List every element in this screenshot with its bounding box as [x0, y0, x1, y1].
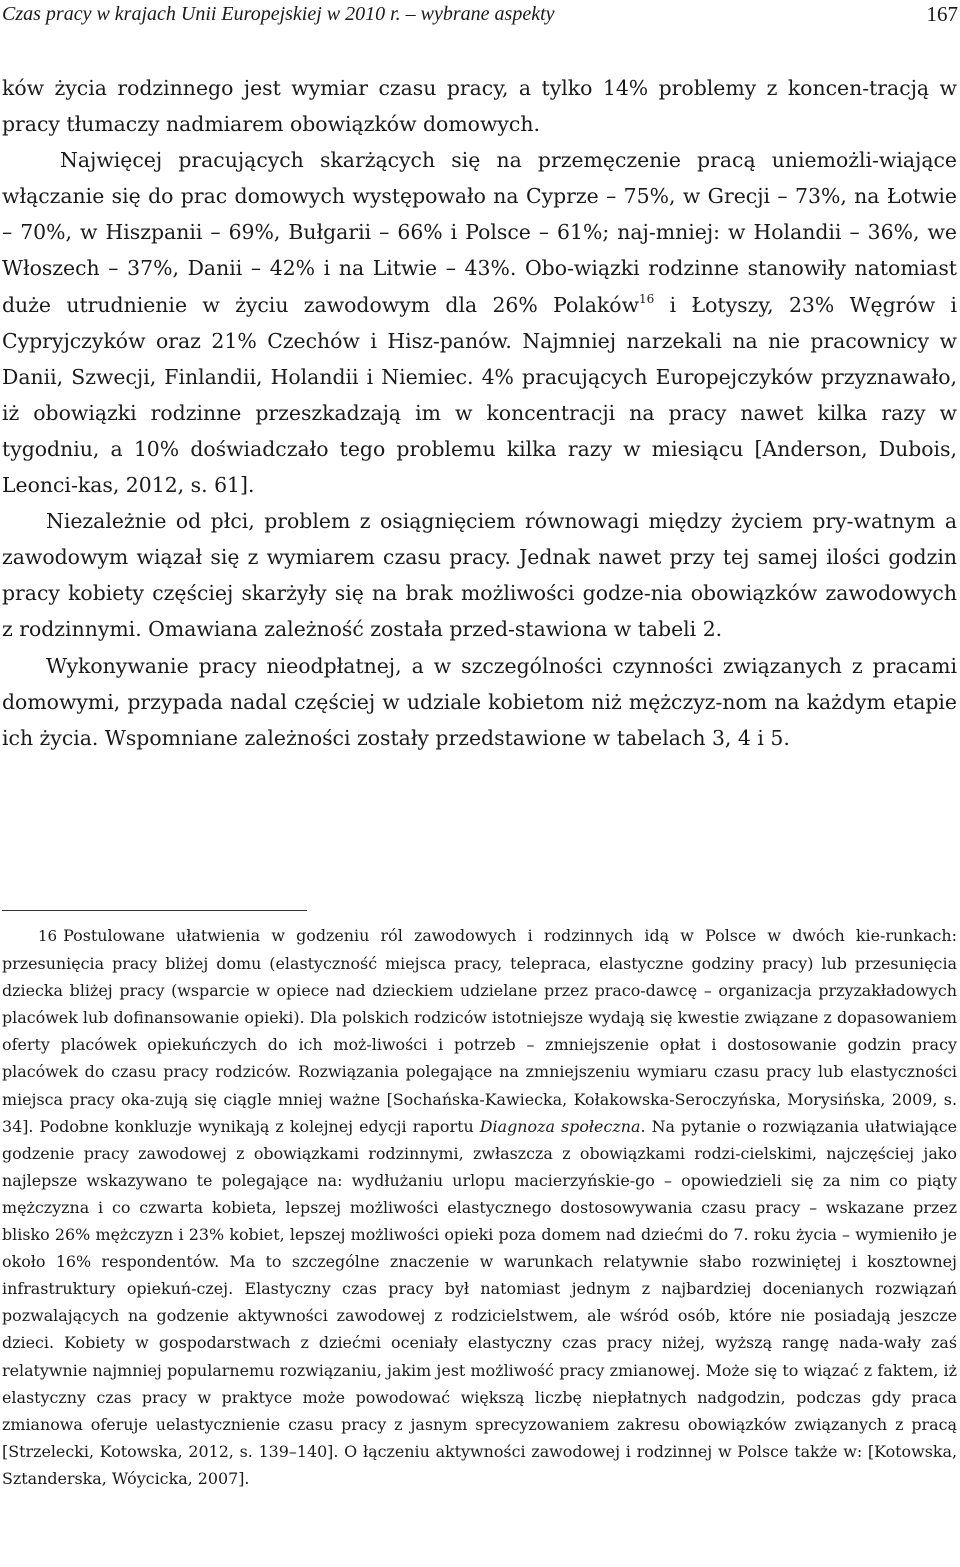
running-header [0, 2, 960, 26]
footnote-marker: 16 [38, 927, 58, 945]
paragraph-1-continuation: ków życia rodzinnego jest wymiar czasu pracy, a tylko 14% problemy z koncen-tracją w pracy tłumaczy nadmiarem obowiązków domowych. [2, 76, 957, 137]
paragraph-1b-text-pre: Najwięcej pracujących skarżących się na przemęczenie pracą uniemożli-wiające włączanie się do prac domowych występowało na Cyprze – 75%, w Grecji – 73%, na Łotwie – 70%, w Hiszpanii – 69%, Bułgarii – 66% i Polsce – 61%; naj-mniej: w Holandii – 36%, we Włoszech – 37%, Danii – 42% i na Litwie – 43%. Obo-wiązki rodzinne stanowiły natomiast duże utrudnienie w życiu zawodowym dla 26% Polaków [2, 148, 957, 317]
paragraph-3: Wykonywanie pracy nieodpłatnej, a w szczególności czynności związanych z pracami domowymi, przypada nadal częściej w udziale kobietom niż mężczyz-nom na każdym etapie ich życia. Wspomniane zależności zostały przedstawione w tabelach 3, 4 i 5. [2, 653, 957, 750]
paragraph-1b [2, 148, 957, 497]
footnote-report-title: Diagnoza społeczna [479, 1116, 641, 1136]
running-title: Czas pracy w krajach Unii Europejskiej w 2010 r. – wybrane aspekty [2, 3, 555, 25]
main-text [2, 70, 957, 756]
footnote-text-post: . Na pytanie o rozwiązania ułatwiające godzenie pracy zawodowej z obowiązkami rodzinnymi, zwłaszcza z obowiązkami rodzi-cielskimi, najczęściej jako najlepsze wskazywano te polegające na: wydłużaniu urlopu macierzyńskie-go – opowiedzieli się za nim co piąty mężczyzna i co czwarta kobieta, lepszej możliwości elastycznego dostosowywania czasu pracy – wskazane przez blisko 26% mężczyzn i 23% kobiet, lepszej możliwości opieki poza domem nad dziećmi do 7. roku życia – wymieniło je około 16% respondentów. Ma to szczególne znaczenie w warunkach relatywnie słabo rozwiniętej i kosztownej infrastruktury opiekuń-czej. Elastyczny czas pracy był natomiast jednym z najbardziej docenianych rozwiązań pozwalających na godzenie aktywności zawodowej z rodzicielstwem, ale wśród osób, które nie posiadają jeszcze dzieci. Kobiety w gospodarstwach z dziećmi oceniały elastyczny czas pracy niżej, wyższą rangę nada-wały zaś relatywnie najmniej popularnemu rozwiązaniu, jakim jest możliwość pracy zmianowej. Może się to wiązać z faktem, iż elastyczny czas pracy w praktyce może powodować większą liczbę niepłatnych nadgodzin, podczas gdy praca zmianowa oferuje uelastycznienie czasu pracy z jasnym sprecyzowaniem zakresu obowiązków związanych z pracą [Strzelecki, Kotowska, 2012, s. 139–140]. O łączeniu aktywności zawodowej i rodzinnej w Polsce także w: [Kotowska, Sztanderska, Wóycicka, 2007]. [2, 1116, 958, 1488]
footnote-text-pre: Postulowane ułatwienia w godzeniu ról zawodowych i rodzinnych idą w Polsce w dwóch kie-runkach: przesunięcia pracy bliżej domu (elastyczność miejsca pracy, telepraca, elastyczne godziny pracy) lub przesunięcia dziecka bliżej pracy (wsparcie w opiece nad dzieckiem udzielane przez praco-dawcę – organizacja przyzakładowych placówek lub dofinansowanie opieki). Dla polskich rodziców istotniejsze wydają się kwestie związane z dopasowaniem oferty placówek opiekuńczych do ich moż-liwości i potrzeb – zmniejszenie opłat i dostosowanie godzin pracy placówek do czasu pracy rodziców. Rozwiązania polegające na zmniejszeniu wymiaru czasu pracy lub elastyczności miejsca pracy oka-zują się ciągle mniej ważne [Sochańska-Kawiecka, Kołakowska-Seroczyńska, Morysińska, 2009, s. 34]. Podobne konkluzje wynikają z kolejnej edycji raportu [2, 926, 957, 1136]
paragraph-2: Niezależnie od płci, problem z osiągnięciem równowagi między życiem pry-watnym a zawodowym wiązał się z wymiarem czasu pracy. Jednak nawet przy tej samej ilości godzin pracy kobiety częściej skarżyły się na brak możliwości godze-nia obowiązków zawodowych z rodzinnymi. Omawiana zależność została przed-stawiona w tabeli 2. [2, 509, 957, 642]
page-number: 167 [926, 2, 958, 26]
paragraph-1b-text-post: i Łotyszy, 23% Węgrów i Cypryjczyków oraz 21% Czechów i Hisz-panów. Najmniej narzekali na nie pracownicy w Danii, Szwecji, Finlandii, Holandii i Niemiec. 4% pracujących Europejczyków przyznawało, iż obowiązki rodzinne przeszkadzają im w koncentracji na pracy nawet kilka razy w tygodniu, a 10% doświadczało tego problemu kilka razy w miesiącu [Anderson, Dubois, Leonci-kas, 2012, s. 61]. [2, 292, 957, 498]
footnote-16 [2, 922, 957, 1492]
footnote-reference[interactable]: 16 [639, 291, 655, 306]
paragraph-1 [2, 70, 957, 503]
footnote-divider [2, 910, 307, 911]
